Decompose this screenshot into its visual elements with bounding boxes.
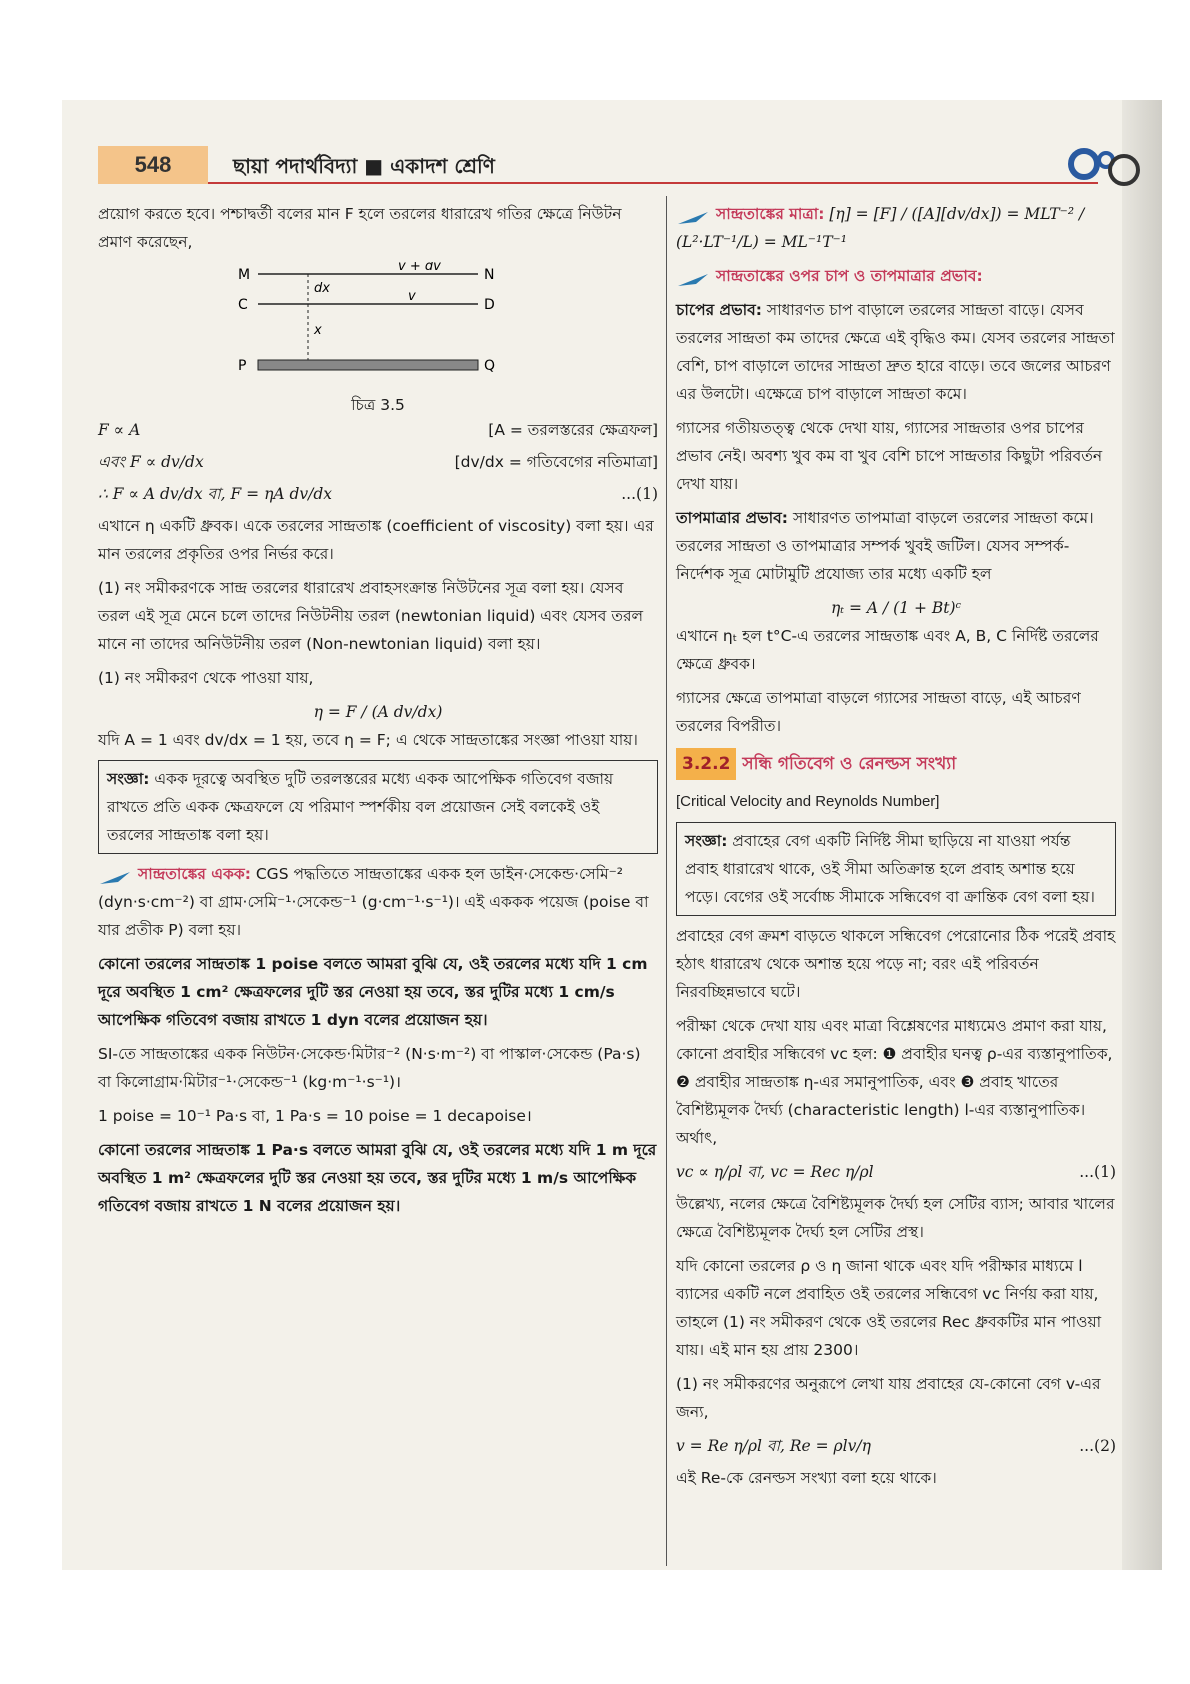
temperature-after: এখানে ηₜ হল t°C-এ তরলের সান্দ্রতাঙ্ক এবং A, B, C নির্দিষ্ট তরলের ক্ষেত্রে ধ্রুবক। <box>676 627 1099 673</box>
temperature-text: সাধারণত তাপমাত্রা বাড়লে তরলের সান্দ্রতা কমে। তরলের সান্দ্রতা ও তাপমাত্রার সম্পর্ক খুবই জটিল। যেসব সম্পর্ক-নির্দেশক সূত্র মোটামুটি প্রযোজ্য তার মধ্যে একটি হল <box>676 509 1094 583</box>
label-c: C <box>238 297 248 313</box>
paragraph-si-unit: SI-তে সান্দ্রতাঙ্কের একক নিউটন·সেকেন্ড·মিটার⁻² (N·s·m⁻²) বা পাস্কাল·সেকেন্ড (Pa·s) বা কিলোগ্রাম·মিটার⁻¹·সেকেন্ড⁻¹ (kg·m⁻¹·s⁻¹)। <box>98 1045 641 1091</box>
section-title: সন্ধি গতিবেগ ও রেনল্ডস সংখ্যা <box>742 754 957 774</box>
paragraph-transition: প্রবাহের বেগ ক্রমশ বাড়তে থাকলে সন্ধিবেগ পেরোনোর ঠিক পরেই প্রবাহ হঠাৎ ধারারেখ থেকে অশান্ত হয়ে পড়ে না; বরং এই পরিবর্তন নিরবচ্ছিন্নভাবে ঘটে। <box>676 927 1116 1001</box>
definition-label: সংজ্ঞা: <box>107 770 150 788</box>
label-m: M <box>238 267 251 283</box>
label-n: N <box>484 267 495 283</box>
book-page <box>62 100 1162 1570</box>
pressure-text: সাধারণত চাপ বাড়ালে তরলের সান্দ্রতা বাড়ে। যেসব তরলের সান্দ্রতা কম তাদের ক্ষেত্রে এই বৃদ্ধিও কম। যেসব তরলের সান্দ্রতা বেশি, চাপ বাড়ালে তাদের সান্দ্রতা দ্রুত হারে বাড়ে। তবে জলের আচরণ এর উলটো। এক্ষেত্রে চাপ বাড়ালে সান্দ্রতা কমে। <box>676 301 1115 403</box>
gear-icon <box>1062 140 1142 200</box>
equation-2-note: [dv/dx = গতিবেগের নতিমাত্রা] <box>454 453 658 471</box>
paragraph-rec-value: যদি কোনো তরলের ρ ও η জানা থাকে এবং যদি পরীক্ষার মাধ্যমে l ব্যাসের একটি নলে প্রবাহিত ওই তরলের সন্ধিবেগ vc নির্ণয় করা যায়, তাহলে (1) নং সমীকরণ থেকে ওই তরলের Rec ধ্রুবকটির মান পাওয়া যায়। এই মান হয় প্রায় 2300। <box>676 1257 1102 1359</box>
label-x: x <box>314 323 322 338</box>
figure-3-5 <box>228 262 528 412</box>
page-header <box>98 146 1098 186</box>
equation-1-note: [A = তরলস্তরের ক্ষেত্রফল] <box>488 421 658 439</box>
dimension-heading: সান্দ্রতাঙ্কের মাত্রা: <box>716 205 825 223</box>
pen-icon <box>676 207 710 223</box>
paragraph-definition-lead: যদি A = 1 এবং dv/dx = 1 হয়, তবে η = F; এ থেকে সান্দ্রতাঙ্কের সংজ্ঞা পাওয়া যায়। <box>98 731 638 749</box>
paragraph-dependence: পরীক্ষা থেকে দেখা যায় এবং মাত্রা বিশ্লেষণের মাধ্যমেও প্রমাণ করা যায়, কোনো প্রবাহীর সন্ধিবেগ vc হল: ❶ প্রবাহীর ঘনত্ব ρ-এর ব্যস্তানুপাতিক, ❷ প্রবাহীর সান্দ্রতাঙ্ক η-এর সমানুপাতিক, এবং ❸ প্রবাহ খাতের বৈশিষ্ট্যমূলক দৈর্ঘ্য (characteristic length) l-এর ব্যস্তানুপাতিক। অর্থাৎ, <box>676 1017 1113 1147</box>
unit-text: CGS পদ্ধতিতে সান্দ্রতাঙ্কের একক হল ডাইন·সেকেন্ড·সেমি⁻² (dyn·s·cm⁻²) বা গ্রাম·সেমি⁻¹·সেকেন্ড⁻¹ (g·cm⁻¹·s⁻¹)। এই এককক পয়েজ (poise বা যার প্রতীক P) বলা হয়। <box>98 865 649 939</box>
equation-1: F ∝ A <box>98 421 141 439</box>
pen-icon <box>98 867 132 883</box>
effect-heading: সান্দ্রতাঙ্কের ওপর চাপ ও তাপমাত্রার প্রভাব: <box>716 267 983 285</box>
figure-caption: চিত্র 3.5 <box>351 396 405 414</box>
label-p: P <box>238 358 247 374</box>
equation-2: এবং F ∝ dv/dx <box>98 453 204 471</box>
label-d: D <box>484 297 495 313</box>
intro-paragraph: প্রয়োগ করতে হবে। পশ্চাদ্বর্তী বলের মান F হলে তরলের ধারারেখ গতির ক্ষেত্রে নিউটন প্রমাণ করেছেন, <box>98 205 622 251</box>
page-number: 548 <box>98 146 208 184</box>
reynolds-equation: v = Re η/ρl বা, Re = ρlv/η <box>676 1437 871 1455</box>
pressure-heading: চাপের প্রভাব: <box>676 301 762 319</box>
definition-text: প্রবাহের বেগ একটি নির্দিষ্ট সীমা ছাড়িয়ে না যাওয়া পর্যন্ত প্রবাহ ধারারেখ থাকে, ওই সীমা অতিক্রান্ত হলে প্রবাহ অশান্ত হয়ে পড়ে। বেগের ওই সর্বোচ্চ সীমাকে সন্ধিবেগ বা ক্রান্তিক বেগ বলা হয়। <box>685 832 1095 906</box>
paragraph-reynolds-number: এই Re-কে রেনল্ডস সংখ্যা বলা হয়ে থাকে। <box>676 1469 937 1487</box>
temperature-equation: ηₜ = A / (1 + Bt)ᶜ <box>830 599 962 617</box>
right-column <box>676 200 1116 1498</box>
book-title: ছায়া পদার্থবিদ্যা ■ একাদশ শ্রেণি <box>233 154 495 178</box>
unit-heading: সান্দ্রতাঙ্কের একক: <box>138 865 251 883</box>
label-v-dv: v + dv <box>398 262 441 274</box>
equation-3-number: ...(1) <box>621 485 658 503</box>
definition-text: একক দূরত্বে অবস্থিত দুটি তরলস্তরের মধ্যে একক আপেক্ষিক গতিবেগ বজায় রাখতে প্রতি একক ক্ষেত্রফলে যে পরিমাণ স্পর্শকীয় বল প্রয়োজন সেই বলকেই ওই তরলের সান্দ্রতাঙ্ক বলা হয়। <box>107 770 614 844</box>
pen-icon <box>676 269 710 285</box>
scan-bottom-margin <box>0 1572 1190 1684</box>
page-edge <box>1122 100 1162 1570</box>
dimension-equation: [η] = [F] / ([A][dv/dx]) = MLT⁻² / (L²·LT⁻¹/L) = ML⁻¹T⁻¹ <box>676 205 1085 251</box>
equation-2-number: ...(2) <box>1079 1437 1116 1455</box>
critical-velocity-equation: vc ∝ η/ρl বা, vc = Rec η/ρl <box>676 1163 874 1181</box>
definition-box <box>98 760 658 854</box>
gas-temperature-text: গ্যাসের ক্ষেত্রে তাপমাত্রা বাড়লে গ্যাসের সান্দ্রতা বাড়ে, এই আচরণ তরলের বিপরীত। <box>676 689 1081 735</box>
section-number: 3.2.2 <box>676 748 736 780</box>
paragraph-conversion: 1 poise = 10⁻¹ Pa·s বা, 1 Pa·s = 10 poise = 1 decapoise। <box>98 1107 532 1125</box>
layers-diagram <box>228 262 528 382</box>
gas-pressure-text: গ্যাসের গতীয়তত্ত্ব থেকে দেখা যায়, গ্যাসের সান্দ্রতার ওপর চাপের প্রভাব নেই। অবশ্য খুব কম বা খুব বেশি চাপে সান্দ্রতার কিছুটা পরিবর্তন দেখা যায়। <box>676 419 1103 493</box>
equation-eta: η = F / (A dv/dx) <box>313 703 443 721</box>
label-v: v <box>408 289 416 304</box>
label-q: Q <box>484 358 496 374</box>
column-divider <box>666 196 667 1566</box>
temperature-heading: তাপমাত্রার প্রভাব: <box>676 509 788 527</box>
label-dx: dx <box>314 281 330 296</box>
section-heading <box>676 748 1116 780</box>
left-column <box>98 200 658 1226</box>
paragraph-any-velocity: (1) নং সমীকরণের অনুরূপে লেখা যায় প্রবাহের যে-কোনো বেগ v-এর জন্য, <box>676 1375 1101 1421</box>
paragraph-pa-s: কোনো তরলের সান্দ্রতাঙ্ক 1 Pa·s বলতে আমরা বুঝি যে, ওই তরলের মধ্যে যদি 1 m দূরে অবস্থিত 1 m² ক্ষেত্রফলের দুটি স্তর নেওয়া হয় তবে, স্তর দুটির মধ্যে 1 m/s আপেক্ষিক গতিবেগ বজায় রাখতে 1 N বলের প্রয়োজন হয়। <box>98 1141 657 1215</box>
equation-3: ∴ F ∝ A dv/dx বা, F = ηA dv/dx <box>98 485 333 503</box>
header-rule <box>208 182 1098 184</box>
equation-1-number: ...(1) <box>1079 1163 1116 1181</box>
section-subtitle: [Critical Velocity and Reynolds Number] <box>676 793 940 810</box>
paragraph-from-eq: (1) নং সমীকরণ থেকে পাওয়া যায়, <box>98 669 314 687</box>
paragraph-poise: কোনো তরলের সান্দ্রতাঙ্ক 1 poise বলতে আমরা বুঝি যে, ওই তরলের মধ্যে যদি 1 cm দূরে অবস্থিত 1 cm² ক্ষেত্রফলের দুটি স্তর নেওয়া হয় তবে, স্তর দুটির মধ্যে 1 cm/s আপেক্ষিক গতিবেগ বজায় রাখতে 1 dyn বলের প্রয়োজন হয়। <box>98 955 648 1029</box>
critical-velocity-definition-box <box>676 822 1116 916</box>
paragraph-characteristic-length: উল্লেখ্য, নলের ক্ষেত্রে বৈশিষ্ট্যমূলক দৈর্ঘ্য হল সেটির ব্যাস; আবার খালের ক্ষেত্রে বৈশিষ্ট্যমূলক দৈর্ঘ্য হল সেটির প্রস্থ। <box>676 1195 1115 1241</box>
definition-label: সংজ্ঞা: <box>685 832 728 850</box>
paragraph-newton-law: (1) নং সমীকরণকে সান্দ্র তরলের ধারারেখ প্রবাহসংক্রান্ত নিউটনের সূত্র বলা হয়। যেসব তরল এই সূত্র মেনে চলে তাদের নিউটনীয় তরল (newtonian liquid) এবং যেসব তরল মানে না তাদের অনিউটনীয় তরল (Non-newtonian liquid) বলা হয়। <box>98 579 644 653</box>
paragraph-coefficient: এখানে η একটি ধ্রুবক। একে তরলের সান্দ্রতাঙ্ক (coefficient of viscosity) বলা হয়। এর মান তরলের প্রকৃতির ওপর নির্ভর করে। <box>98 517 654 563</box>
